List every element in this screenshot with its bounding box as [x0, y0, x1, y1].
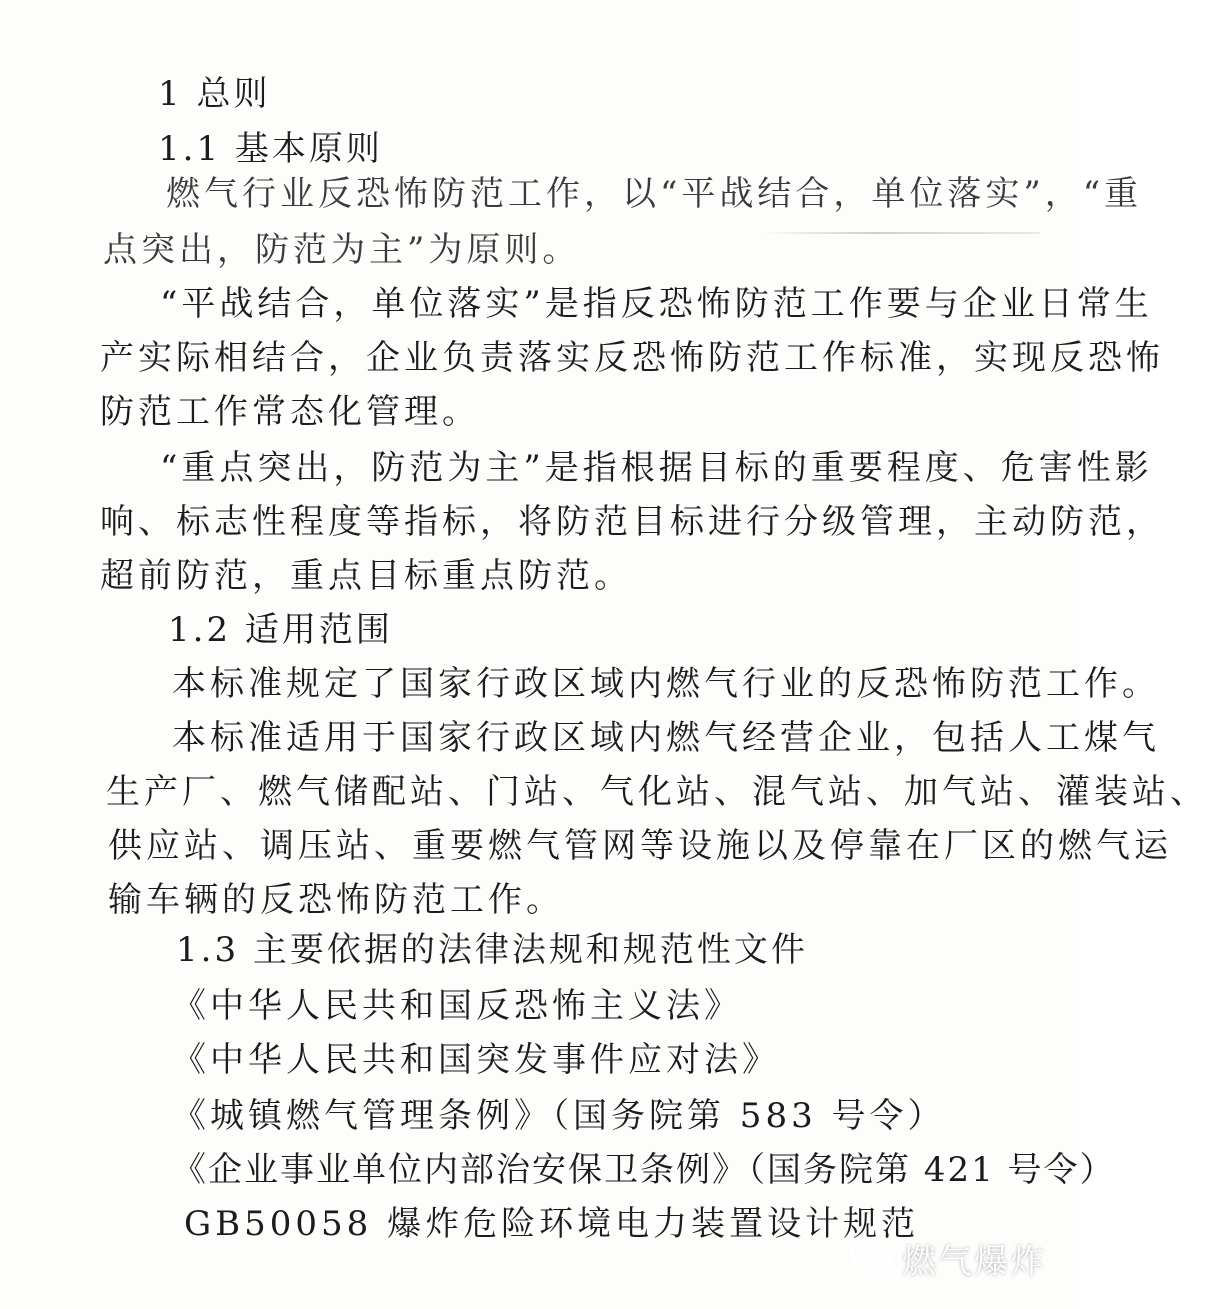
wechat-icon — [848, 1234, 892, 1283]
section-heading-1-1: 1.1 基本原则 — [158, 129, 383, 169]
paragraph-3-line-3: 超前防范，重点目标重点防范。 — [100, 556, 632, 596]
paragraph-1-line-2: 点突出，防范为主”为原则。 — [103, 230, 581, 270]
section-heading-1-2: 1.2 适用范围 — [168, 610, 393, 650]
law-item-5: GB50058 爆炸危险环境电力装置设计规范 — [184, 1204, 920, 1244]
watermark-text: 燃气爆炸 — [902, 1242, 1046, 1282]
law-item-2: 《中华人民共和国突发事件应对法》 — [172, 1040, 780, 1080]
scan-artifact — [760, 232, 1040, 234]
section-heading-1-3: 1.3 主要依据的法律法规和规范性文件 — [176, 930, 808, 970]
paragraph-1-line-1: 燃气行业反恐怖防范工作，以“平战结合，单位落实”，“重 — [166, 174, 1143, 214]
paragraph-5-line-2: 生产厂、燃气储配站、门站、气化站、混气站、加气站、灌装站、 — [106, 772, 1208, 812]
paragraph-3-line-1: “重点突出，防范为主”是指根据目标的重要程度、危害性影 — [160, 448, 1153, 488]
law-item-4: 《企业事业单位内部治安保卫条例》（国务院第 421 号令） — [172, 1150, 1116, 1190]
paragraph-5-line-3: 供应站、调压站、重要燃气管网等设施以及停靠在厂区的燃气运 — [108, 826, 1172, 866]
paragraph-3-line-2: 响、标志性程度等指标，将防范目标进行分级管理，主动防范， — [100, 502, 1164, 542]
paragraph-2-line-1: “平战结合，单位落实”是指反恐怖防范工作要与企业日常生 — [160, 284, 1153, 324]
law-item-3: 《城镇燃气管理条例》（国务院第 583 号令） — [172, 1096, 946, 1136]
law-item-1: 《中华人民共和国反恐怖主义法》 — [172, 986, 742, 1026]
paragraph-4: 本标准规定了国家行政区域内燃气行业的反恐怖防范工作。 — [172, 664, 1160, 704]
paragraph-5-line-1: 本标准适用于国家行政区域内燃气经营企业，包括人工煤气 — [172, 718, 1160, 758]
paragraph-2-line-2: 产实际相结合，企业负责落实反恐怖防范工作标准，实现反恐怖 — [100, 338, 1164, 378]
section-heading-1: 1 总则 — [158, 74, 271, 114]
paragraph-5-line-4: 输车辆的反恐怖防范工作。 — [108, 880, 564, 920]
paragraph-2-line-3: 防范工作常态化管理。 — [100, 392, 480, 432]
watermark — [848, 1234, 1046, 1283]
